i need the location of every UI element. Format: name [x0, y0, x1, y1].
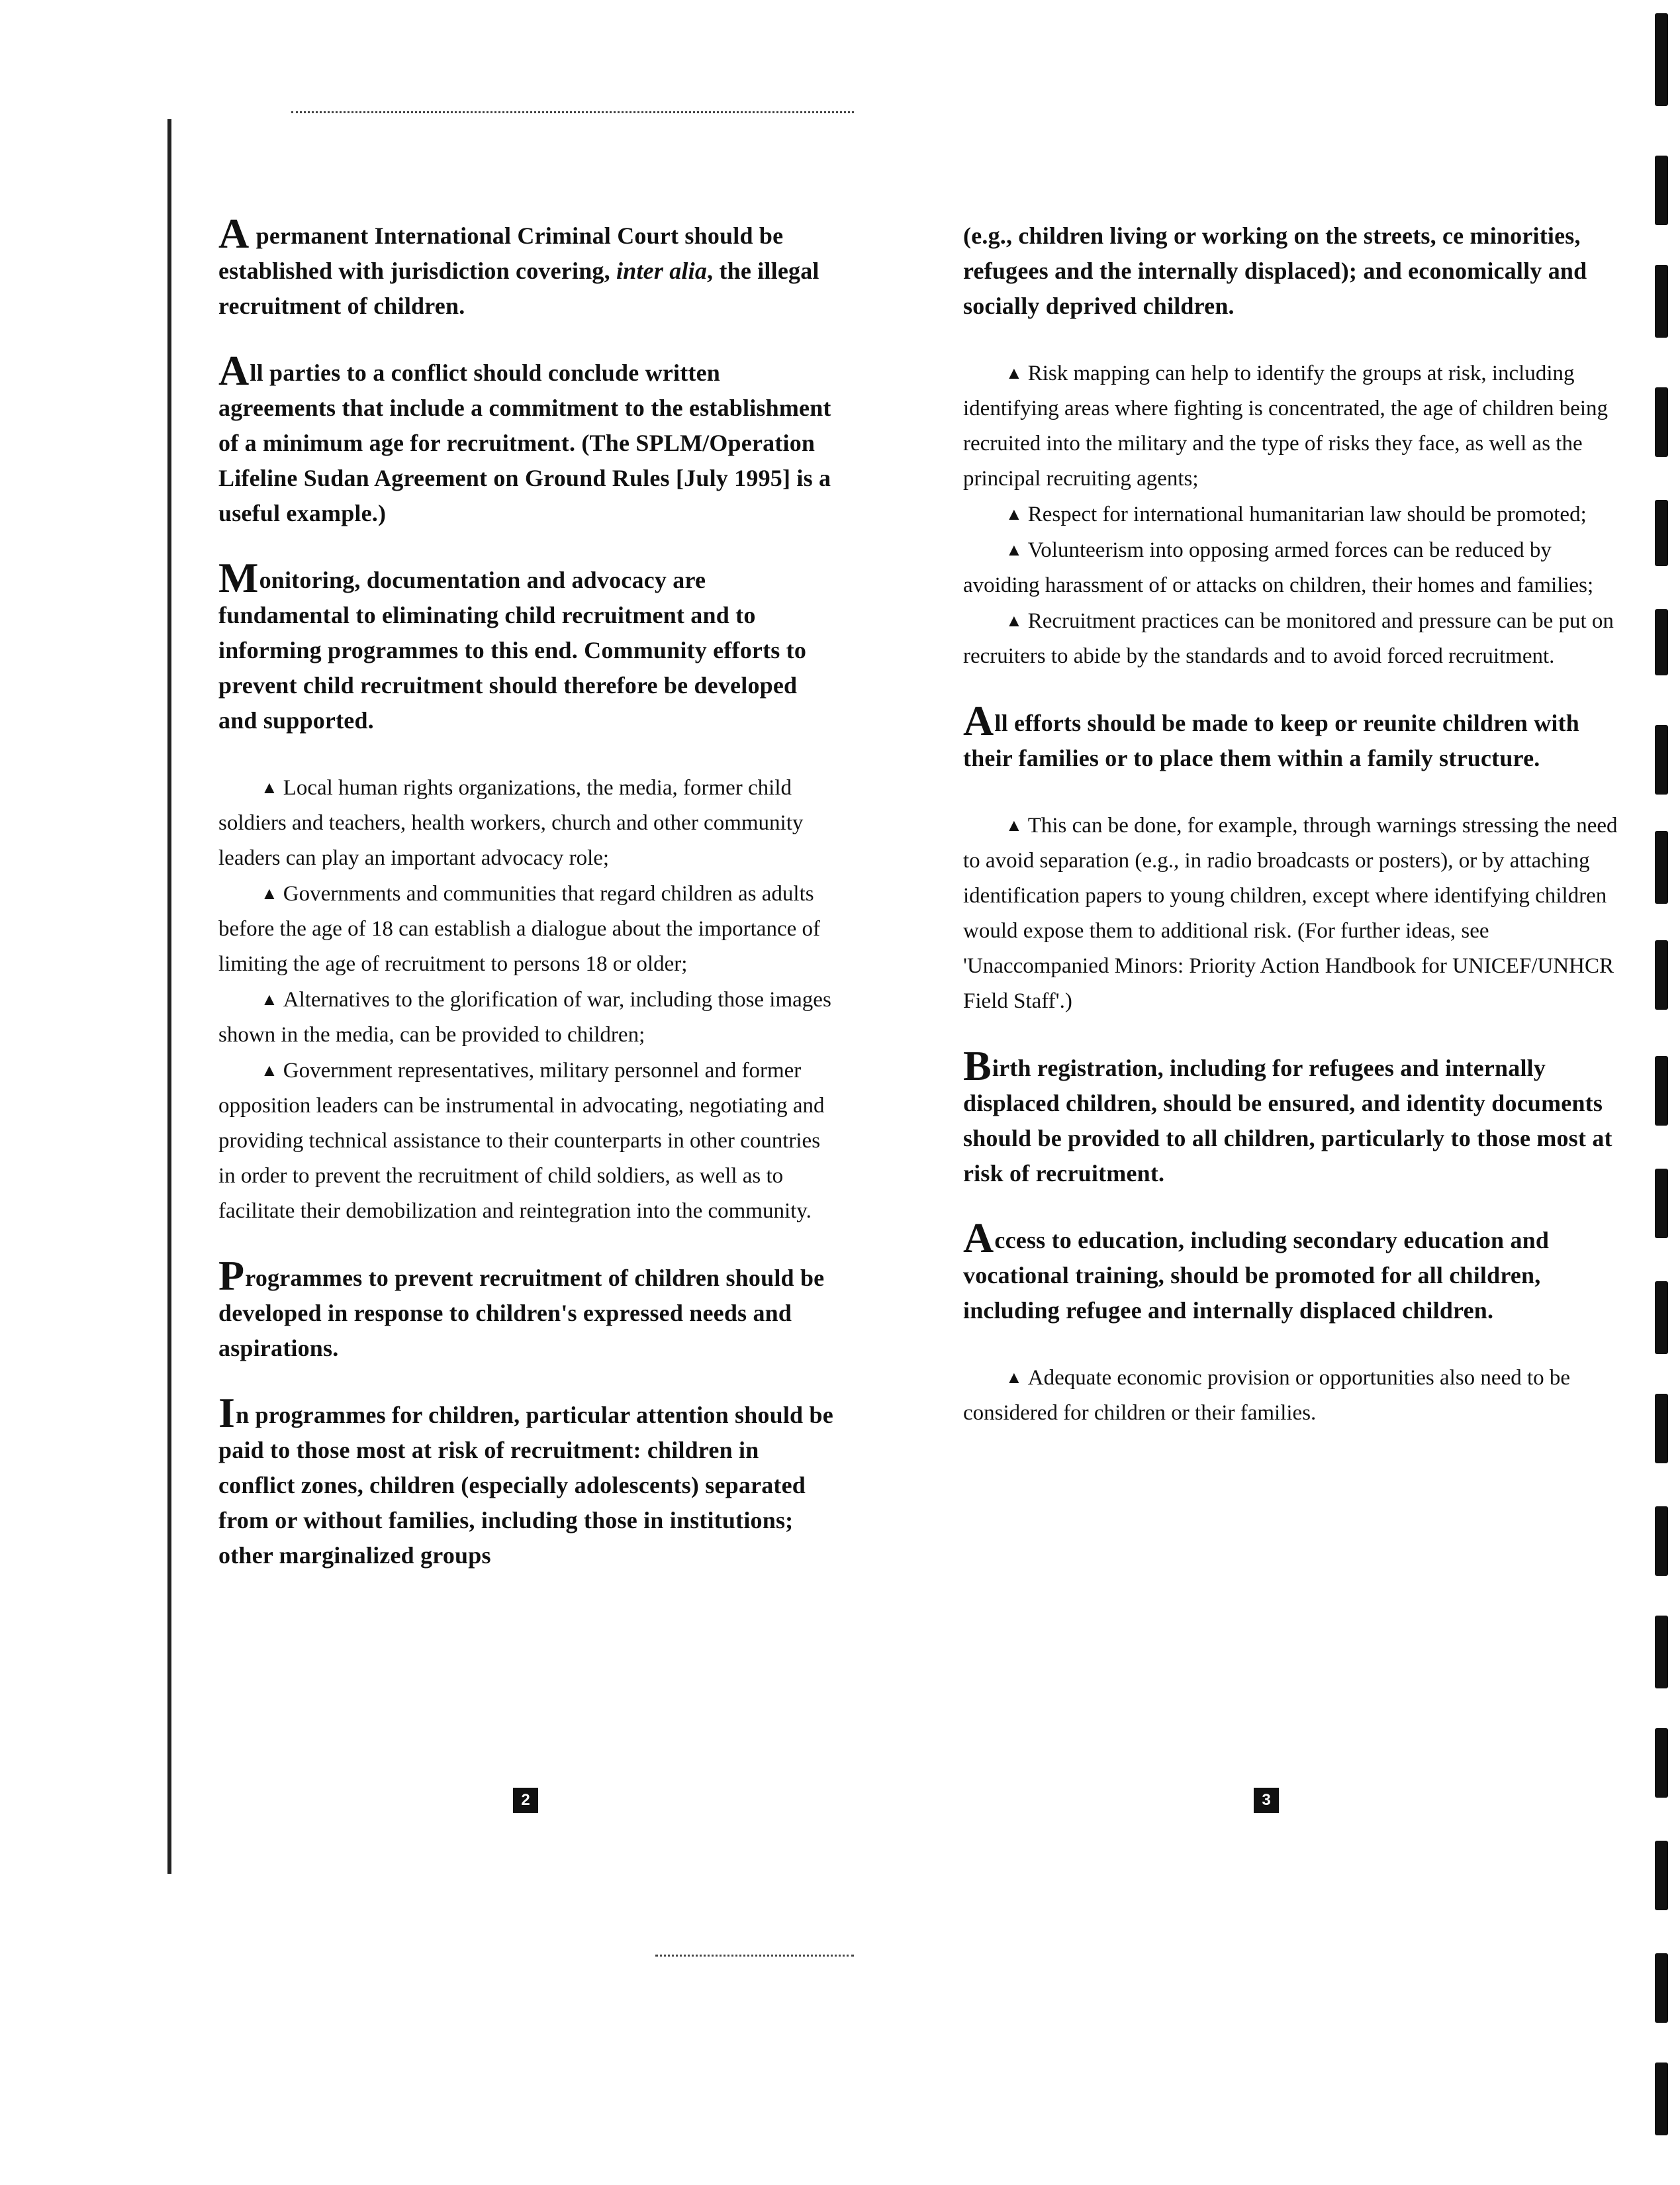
edge-mark — [1655, 500, 1668, 566]
paragraph-continued — [963, 218, 1625, 324]
paragraph-icc — [218, 210, 841, 324]
paragraph-education — [963, 1214, 1625, 1328]
edge-mark — [1655, 156, 1668, 225]
paragraph-text: onitoring, documentation and advocacy are fundamental to eliminating child recruitment and to informing programmes to this end. Community efforts to prevent child recruitment should therefore be developed and supported. — [218, 567, 807, 734]
triangle-bullet-icon: ▲ — [1005, 505, 1023, 524]
edge-mark — [1655, 1953, 1668, 2023]
right-column — [963, 218, 1625, 1463]
bullet-item: ▲ Governments and communities that regard children as adults before the age of 18 can establish a dialogue about the importance of limiting the age of recruitment to persons 18 or older; — [218, 882, 820, 976]
edge-mark — [1655, 831, 1668, 904]
drop-cap: P — [218, 1252, 245, 1299]
edge-mark — [1655, 609, 1668, 675]
drop-cap: A — [218, 347, 250, 394]
edge-mark — [1655, 13, 1668, 106]
left-column — [218, 210, 841, 1605]
paragraph-emphasis: inter alia — [616, 258, 708, 284]
paragraph-text: n programmes for children, particular attention should be paid to those most at risk of recruitment: children in conflict zones, children (especially adolescents) separated from or without families, including those in institutions; other marginalized groups — [218, 1402, 833, 1569]
paragraph-text: ccess to education, including secondary education and vocational training, should be promoted for all children, including refugee and internally displaced children. — [963, 1227, 1550, 1324]
paragraph-monitoring — [218, 554, 841, 738]
paragraph-reunite — [963, 697, 1625, 776]
edge-mark — [1655, 265, 1668, 338]
bullet-item: ▲ Government representatives, military personnel and former opposition leaders can be instrumental in advocating, negotiating and providing technical assistance to their counterparts in other countries in order to prevent the recruitment of child soldiers, as well as to facilitate their demobilization and reintegration into the community. — [218, 1059, 825, 1223]
page-number-right: 3 — [1254, 1788, 1279, 1813]
edge-mark — [1655, 1169, 1668, 1238]
triangle-bullet-icon: ▲ — [1005, 1368, 1023, 1387]
edge-mark — [1655, 725, 1668, 795]
triangle-bullet-icon: ▲ — [1005, 364, 1023, 383]
triangle-bullet-icon: ▲ — [261, 884, 278, 903]
triangle-bullet-icon: ▲ — [261, 990, 278, 1009]
edge-mark — [1655, 1281, 1668, 1354]
bullet-item: ▲ Risk mapping can help to identify the groups at risk, including identifying areas where fighting is concentrated, the age of children being recruited into the military and the type of risks they face, as well as the principal recruiting agents; — [963, 362, 1609, 491]
drop-cap: M — [218, 554, 259, 601]
bullet-item: ▲ Alternatives to the glorification of war, including those images shown in the media, can be provided to children; — [218, 988, 831, 1047]
edge-mark — [1655, 1056, 1668, 1126]
triangle-bullet-icon: ▲ — [1005, 611, 1023, 630]
drop-cap: A — [963, 1214, 994, 1261]
bullet-item: ▲ Respect for international humanitarian law should be promoted; — [1005, 503, 1587, 526]
triangle-bullet-icon: ▲ — [1005, 816, 1023, 835]
bullet-list-risk — [963, 356, 1625, 674]
drop-cap: A — [218, 210, 250, 257]
binding-edge-line — [167, 119, 171, 1874]
edge-mark — [1655, 1616, 1668, 1688]
bullet-item: ▲ This can be done, for example, through warnings stressing the need to avoid separation (e.g., in radio broadcasts or posters), or by attaching identification papers to young children, except where identifying children would expose them to additional risk. (For further ideas, see 'Unaccompanied Minors: Priority Action Handbook for UNICEF/UNHCR Field Staff'.) — [963, 814, 1618, 1013]
bullet-list-separation — [963, 808, 1625, 1019]
bullet-item: ▲ Local human rights organizations, the media, former child soldiers and teachers, health workers, church and other community leaders can play an important advocacy role; — [218, 776, 804, 870]
paragraph-at-risk — [218, 1389, 841, 1573]
edge-mark — [1655, 2063, 1668, 2135]
paragraph-birth-registration — [963, 1042, 1625, 1191]
bullet-item: ▲ Adequate economic provision or opportunities also need to be considered for children or their families. — [963, 1366, 1571, 1425]
page-number-left: 2 — [513, 1788, 538, 1813]
triangle-bullet-icon: ▲ — [261, 778, 278, 797]
scan-dots-top — [291, 111, 854, 115]
edge-mark — [1655, 1841, 1668, 1910]
bullet-list-economic — [963, 1360, 1625, 1431]
paragraph-text: permanent International Criminal Court should be established with jurisdiction covering, — [218, 222, 784, 284]
paragraph-written-agreements — [218, 347, 841, 531]
drop-cap: B — [963, 1042, 992, 1089]
paragraph-text: , the illegal recruitment of children. — [218, 258, 819, 319]
paragraph-programmes — [218, 1252, 841, 1366]
bullet-item: ▲ Volunteerism into opposing armed forces can be reduced by avoiding harassment of or attacks on children, their homes and families; — [963, 538, 1594, 597]
edge-mark — [1655, 1394, 1668, 1463]
triangle-bullet-icon: ▲ — [261, 1061, 278, 1080]
triangle-bullet-icon: ▲ — [1005, 540, 1023, 559]
bullet-list-advocacy — [218, 770, 841, 1229]
paragraph-text: irth registration, including for refugees and internally displaced children, should be ensured, and identity documents should be provided to all children, particularly to those most at risk of recruitment. — [963, 1055, 1612, 1187]
paragraph-text: ll efforts should be made to keep or reunite children with their families or to place them within a family structure. — [963, 710, 1580, 771]
drop-cap: A — [963, 697, 994, 744]
paragraph-text: (e.g., children living or working on the streets, ce minorities, refugees and the internally displaced); and economically and socially deprived children. — [963, 222, 1587, 319]
paragraph-text: ll parties to a conflict should conclude written agreements that include a commitment to the establishment of a minimum age for recruitment. (The SPLM/Operation Lifeline Sudan Agreement on Ground Rules [July 1995] is a useful example.) — [218, 360, 831, 526]
edge-mark — [1655, 1728, 1668, 1798]
paragraph-text: rogrammes to prevent recruitment of children should be developed in response to children's expressed needs and aspirations. — [218, 1265, 825, 1361]
drop-cap: I — [218, 1389, 236, 1436]
scan-dots-bottom — [655, 1955, 854, 1959]
edge-mark — [1655, 940, 1668, 1010]
edge-mark — [1655, 387, 1668, 457]
bullet-item: ▲ Recruitment practices can be monitored and pressure can be put on recruiters to abide by the standards and to avoid forced recruitment. — [963, 609, 1614, 668]
edge-mark — [1655, 1506, 1668, 1576]
